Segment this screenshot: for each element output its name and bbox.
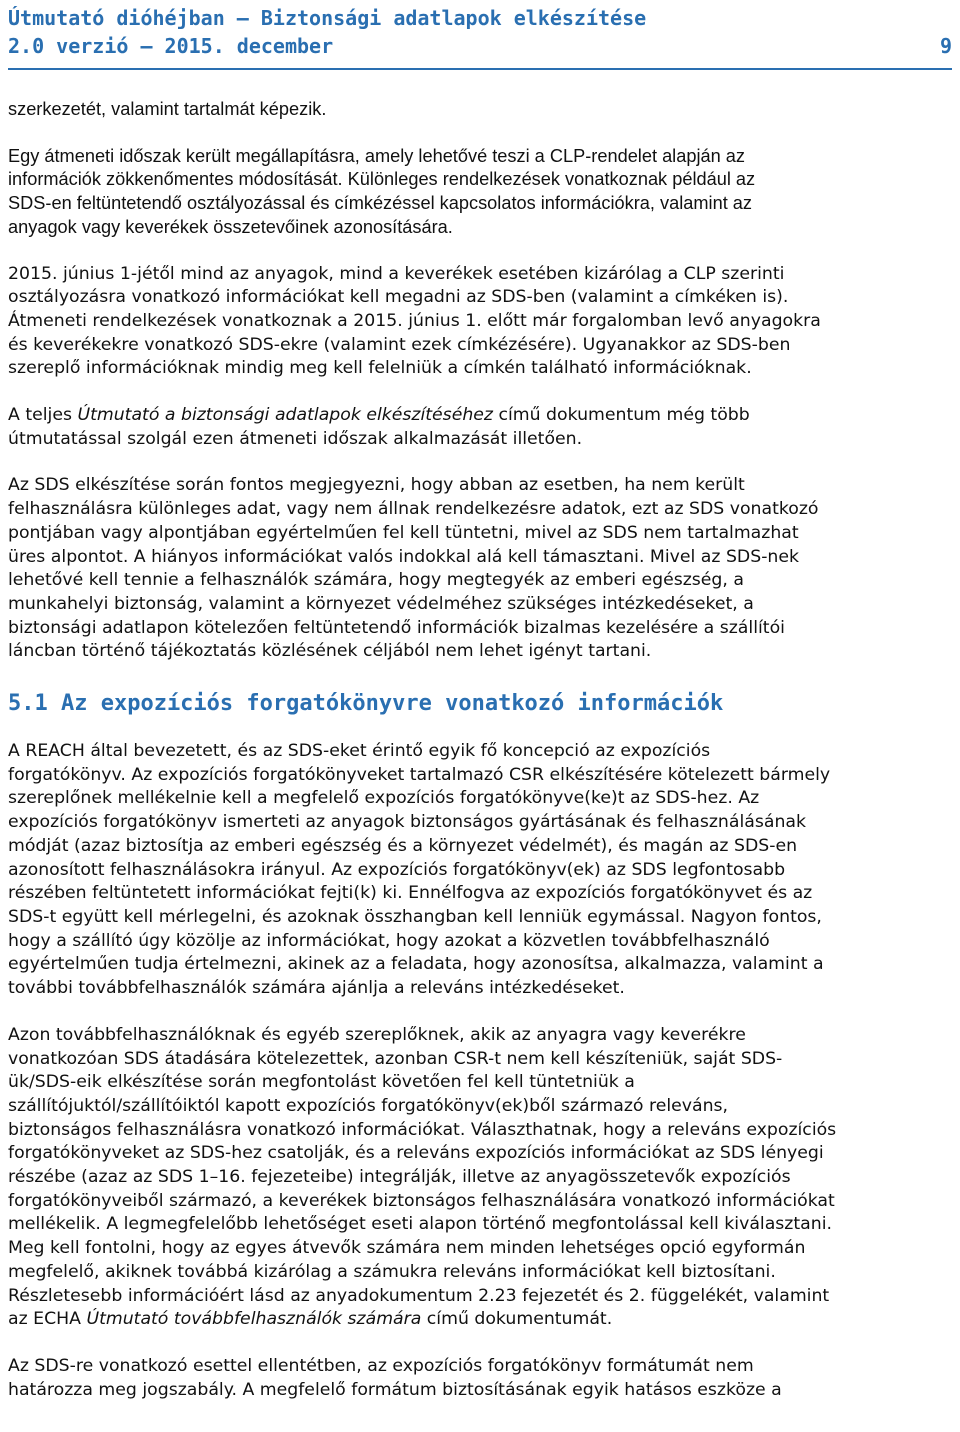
text-line: osztályozásra vonatkozó információkat kell megadni az SDS-ben (valamint a címkéken is). [8, 287, 789, 308]
text-line: ük/SDS-eik elkészítése során megfontolást követően fel kell tüntetniük a [8, 1072, 635, 1093]
document-version-line [8, 32, 952, 60]
text-run: A teljes [8, 405, 78, 426]
paragraph-2 [8, 145, 952, 240]
text-line: azonosított felhasználásokra irányul. Az expozíciós forgatókönyv(ek) az SDS legfontosabb [8, 859, 786, 880]
text-line: Az SDS-re vonatkozó esettel ellentétben, az expozíciós forgatókönyv formátumát nem [8, 1355, 754, 1376]
text-line: pontjában vagy alpontjában egyértelműen fel kell tüntetni, mivel az SDS nem tartalmazhat [8, 522, 799, 543]
text-line: SDS-en feltüntetendő osztályozással és címkézéssel kapcsolatos információkra, valamint az [8, 193, 753, 214]
text-line [8, 404, 952, 428]
text-run: című dokumentum még több [492, 405, 750, 426]
text-line: anyagok vagy keverékek összetevőinek azonosítására. [8, 216, 453, 237]
text-line: Átmeneti rendelkezések vonatkoznak a 2015. június 1. előtt már forgalomban levő anyagokra [8, 310, 821, 331]
text-line: SDS-t együtt kell mérlegelni, és azoknak összhangban kell lenniük egymással. Nagyon fontos, [8, 906, 822, 927]
text-line: szállítójuktól/szállítóiktól kapott expozíciós forgatókönyv(ek)ből származó releváns, [8, 1095, 729, 1116]
text-line: szereplő információknak mindig meg kell felelniük a címkén található információknak. [8, 358, 752, 379]
text-run: az ECHA [8, 1309, 87, 1330]
text-line: Azon továbbfelhasználóknak és egyéb szereplőknek, akik az anyagra vagy keverékre [8, 1024, 746, 1045]
text-line: részébe (azaz az SDS 1–16. fejezeteibe) integrálják, illetve az anyagösszetevők expozíciós [8, 1167, 791, 1188]
document-version: 2.0 verzió – 2015. december [8, 34, 334, 58]
text-line: vonatkozóan SDS átadására kötelezettek, azonban CSR-t nem kell készíteniük, saját SDS- [8, 1048, 783, 1069]
text-line: további továbbfelhasználók számára ajánlja a releváns intézkedéseket. [8, 978, 625, 999]
text-line: expozíciós forgatókönyv ismerteti az anyagok biztonságos gyártásának és felhasználásának [8, 812, 806, 833]
text-line: részében feltüntetett információkat fejti(k) ki. Ennélfogva az expozíciós forgatókönyvet és az [8, 883, 813, 904]
text-line: 2015. június 1-jétől mind az anyagok, mind a keverékek esetében kizárólag a CLP szerinti [8, 263, 785, 284]
guidance-title-italic: Útmutató a biztonsági adatlapok elkészítéséhez [77, 405, 493, 426]
text-line: szereplőnek mellékelnie kell a megfelelő expozíciós forgatókönyve(ke)t az SDS-hez. Az [8, 788, 760, 809]
text-line: hogy a szállító úgy közölje az információkat, hogy azokat a közvetlen továbbfelhasználó [8, 930, 770, 951]
text-line: útmutatással szolgál ezen átmeneti időszak alkalmazását illetően. [8, 428, 583, 449]
text-line: információk zökkenőmentes módosítását. Különleges rendelkezések vonatkoznak például az [8, 169, 756, 190]
text-line: Egy átmeneti időszak került megállapításra, amely lehetővé teszi a CLP-rendelet alapján az [8, 145, 745, 166]
text-line: Részletesebb információért lásd az anyadokumentum 2.23 fejezetét és 2. függelékét, valamint [8, 1285, 830, 1306]
page-number: 9 [939, 34, 952, 58]
text-line: mellékelik. A legmegfelelőbb lehetőséget eseti alapon történő megfontolással kell kiválasztani. [8, 1214, 832, 1235]
paragraph-7 [8, 1024, 952, 1332]
text-line: biztonsági adatlapon kötelezően feltüntetendő információk bizalmas kezelésére a szállítói [8, 617, 785, 638]
text-line: Meg kell fontolni, hogy az egyes átvevők számára nem minden lehetséges opció egyformán [8, 1238, 806, 1259]
text-line: megfelelő, akiknek továbbá kizárólag a számukra releváns információkat kell biztosítani. [8, 1261, 776, 1282]
text-line: munkahelyi biztonság, valamint a környezet védelméhez szükséges intézkedéseket, a [8, 593, 754, 614]
text-line: forgatókönyv. Az expozíciós forgatókönyveket tartalmazó CSR elkészítésére kötelezett bármely [8, 764, 831, 785]
text-line: módját (azaz biztosítja az emberi egészség és a környezet védelmét), és magán az SDS-en [8, 835, 798, 856]
paragraph-8 [8, 1355, 952, 1402]
page-header [8, 4, 952, 60]
text-line: Az SDS elkészítése során fontos megjegyezni, hogy abban az esetben, ha nem került [8, 475, 745, 496]
text-line: biztonságos felhasználásra vonatkozó információkat. Választhatnak, hogy a releváns expozíciós [8, 1119, 837, 1140]
text-line [8, 1308, 952, 1332]
text-line: határozza meg jogszabály. A megfelelő formátum biztosításának egyik hatásos eszköze a [8, 1379, 782, 1400]
text-line: lehetővé kell tennie a felhasználók számára, hogy megtegyék az emberi egészség, a [8, 570, 744, 591]
guidance-title-italic: Útmutató továbbfelhasználók számára [86, 1309, 422, 1330]
paragraph-4 [8, 404, 952, 451]
text-line: és keverékekre vonatkozó SDS-ekre (valamint ezek címkézésére). Ugyanakkor az SDS-ben [8, 334, 791, 355]
document-title: Útmutató dióhéjban – Biztonsági adatlapok elkészítése [8, 6, 647, 30]
header-divider [8, 68, 952, 70]
text-line: felhasználásra különleges adat, vagy nem állnak rendelkezésre adatok, ezt az SDS vonatkozó [8, 499, 819, 520]
text-line: egyértelműen tudja értelmezni, akinek az a feladata, hogy azonosítsa, alkalmazza, valamint a [8, 954, 824, 975]
text-line: forgatókönyveiből származó, a keverékek biztonságos felhasználására vonatkozó információkat [8, 1190, 835, 1211]
text-line: üres alpontot. A hiányos információkat valós indokkal alá kell támasztani. Mivel az SDS-nek [8, 546, 800, 567]
section-heading: 5.1 Az expozíciós forgatókönyvre vonatkozó információk [8, 691, 724, 717]
paragraph-5 [8, 474, 952, 664]
text-line: láncban történő tájékoztatás közlésének céljából nem lehet igényt tartani. [8, 641, 652, 662]
text-line: forgatókönyveket az SDS-hez csatolják, és a releváns expozíciós információkat az SDS lényegi [8, 1143, 824, 1164]
paragraph-6 [8, 740, 952, 1001]
page-body [8, 98, 952, 1402]
text-run: című dokumentumát. [421, 1309, 613, 1330]
paragraph-3 [8, 263, 952, 382]
paragraph-1 [8, 98, 952, 122]
text-line: szerkezetét, valamint tartalmát képezik. [8, 99, 327, 119]
text-line: A REACH által bevezetett, és az SDS-eket érintő egyik fő koncepció az expozíciós [8, 741, 711, 762]
